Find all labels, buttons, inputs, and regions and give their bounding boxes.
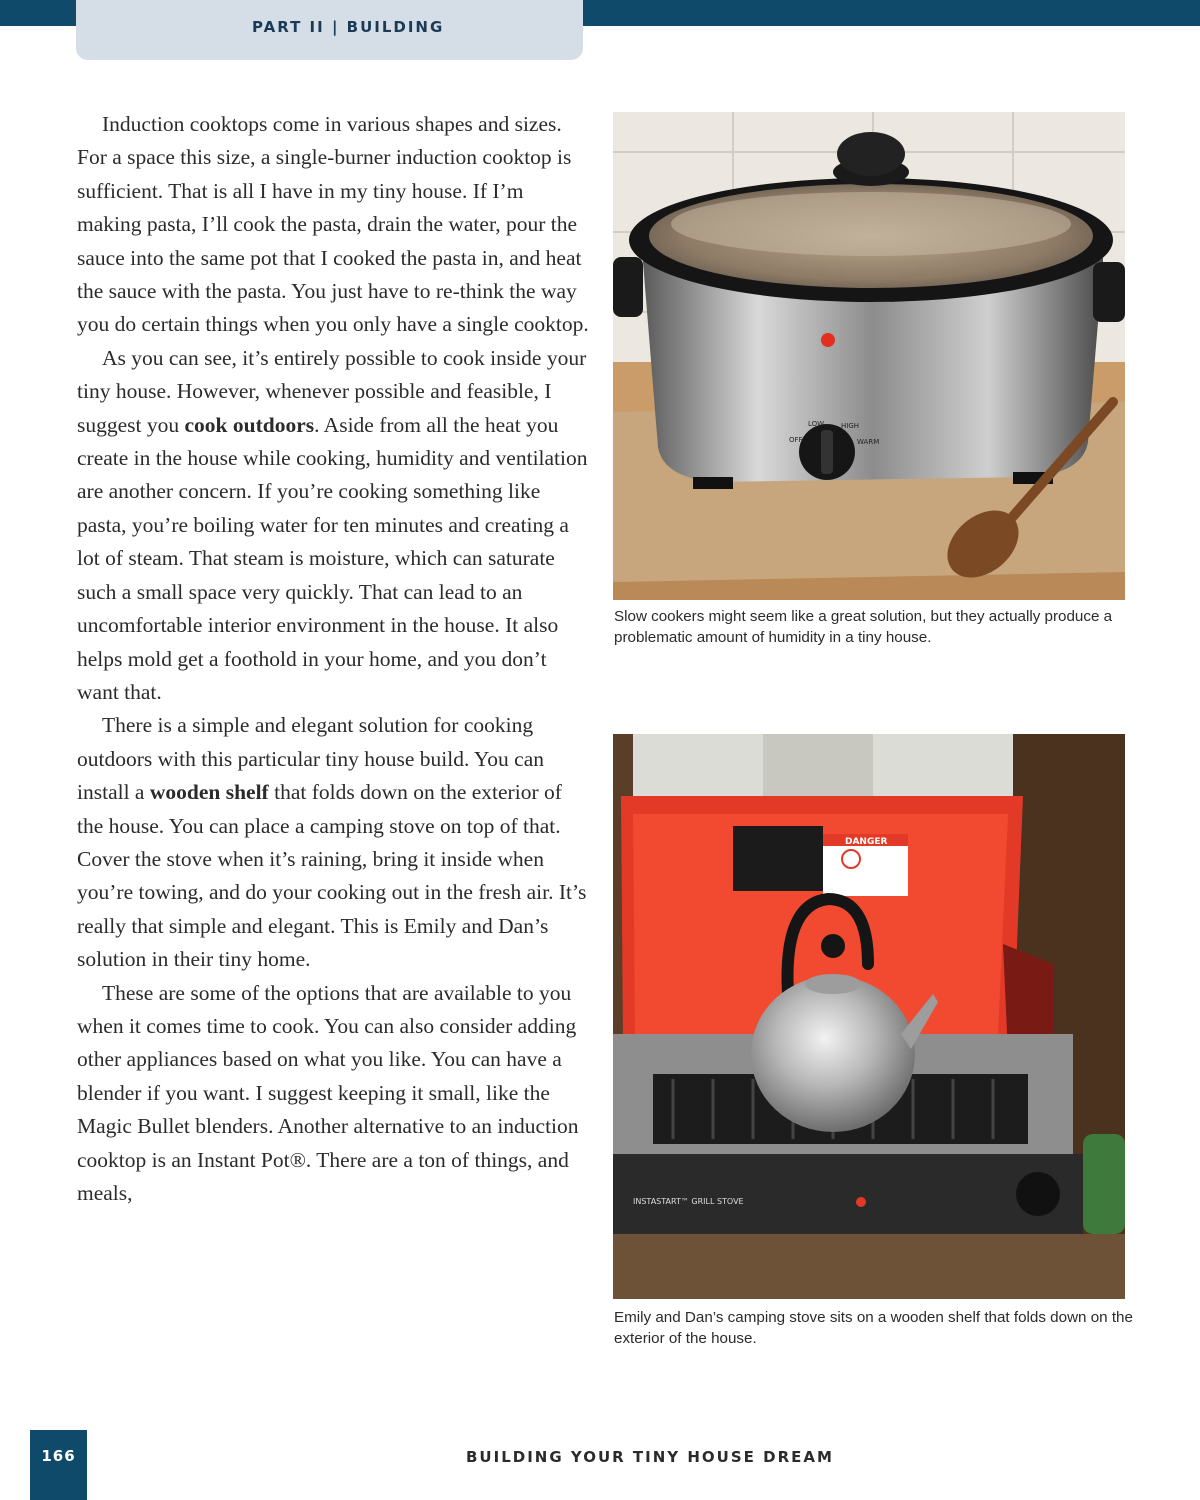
page-number-box bbox=[30, 1430, 87, 1500]
emphasis-cook-outdoors: cook outdoors bbox=[184, 412, 315, 437]
paragraph-1: Induction cooktops come in various shapes and sizes. For a space this size, a single-burner induction cooktop is sufficient. That is all I have in my tiny house. If I’m making pasta, I’ll cook the pasta, drain the water, pour the sauce into the same pot that I cooked the pasta in, and heat the sauce with the pasta. You just have to re-think the way you do certain things when you only have a single cooktop. bbox=[77, 112, 589, 337]
section-header: PART II | BUILDING bbox=[252, 18, 445, 36]
dial-warm-label: WARM bbox=[857, 438, 880, 446]
dial-low-label: LOW bbox=[808, 420, 825, 428]
paragraph-4: These are some of the options that are available to you when it comes time to cook. You can also consider adding other appliances based on what you like. You can have a blender if you want. I suggest keeping it small, like the Magic Bullet blenders. Another alternative to an induction cooktop is an Instant Pot®. There are a ton of things, and meals, bbox=[77, 980, 579, 1205]
danger-label: DANGER bbox=[845, 837, 888, 847]
camping-stove-caption: Emily and Dan’s camping stove sits on a wooden shelf that folds down on the exterior of the house. bbox=[614, 1309, 1133, 1347]
body-text bbox=[77, 108, 592, 1210]
running-footer-title: BUILDING YOUR TINY HOUSE DREAM bbox=[466, 1448, 834, 1466]
dial-off-label: OFF bbox=[789, 436, 803, 444]
slow-cooker-caption: Slow cookers might seem like a great solution, but they actually produce a problematic amount of humidity in a tiny house. bbox=[614, 608, 1113, 646]
dial-high-label: HIGH bbox=[841, 422, 860, 430]
page-number: 166 bbox=[41, 1447, 76, 1465]
paragraph-3: There is a simple and elegant solution for cooking outdoors with this particular tiny house build. You can install a wooden shelf that folds down on the exterior of the house. You can place a camping stove on top of that. Cover the stove when it’s raining, bring it inside when you’re towing, and do your cooking out in the fresh air. It’s really that simple and elegant. This is Emily and Dan’s solution in their tiny home. bbox=[77, 713, 587, 972]
stove-brand-label: INSTASTART™ GRILL STOVE bbox=[633, 1197, 744, 1206]
emphasis-wooden-shelf: wooden shelf bbox=[149, 780, 269, 805]
camping-stove-photo bbox=[613, 734, 1125, 1299]
paragraph-2: As you can see, it’s entirely possible to cook inside your tiny house. However, whenever possible and feasible, I suggest you cook outdoors. Aside from all the heat you create in the house while cooking, humidity and ventilation are another concern. If you’re cooking something like pasta, you’re boiling water for ten minutes and creating a lot of steam. That steam is moisture, which can saturate such a small space very quickly. That can lead to an uncomfortable interior environment in the house. It also helps mold get a foothold in your home, and you don’t want that. bbox=[77, 345, 588, 704]
slow-cooker-photo bbox=[613, 112, 1125, 600]
